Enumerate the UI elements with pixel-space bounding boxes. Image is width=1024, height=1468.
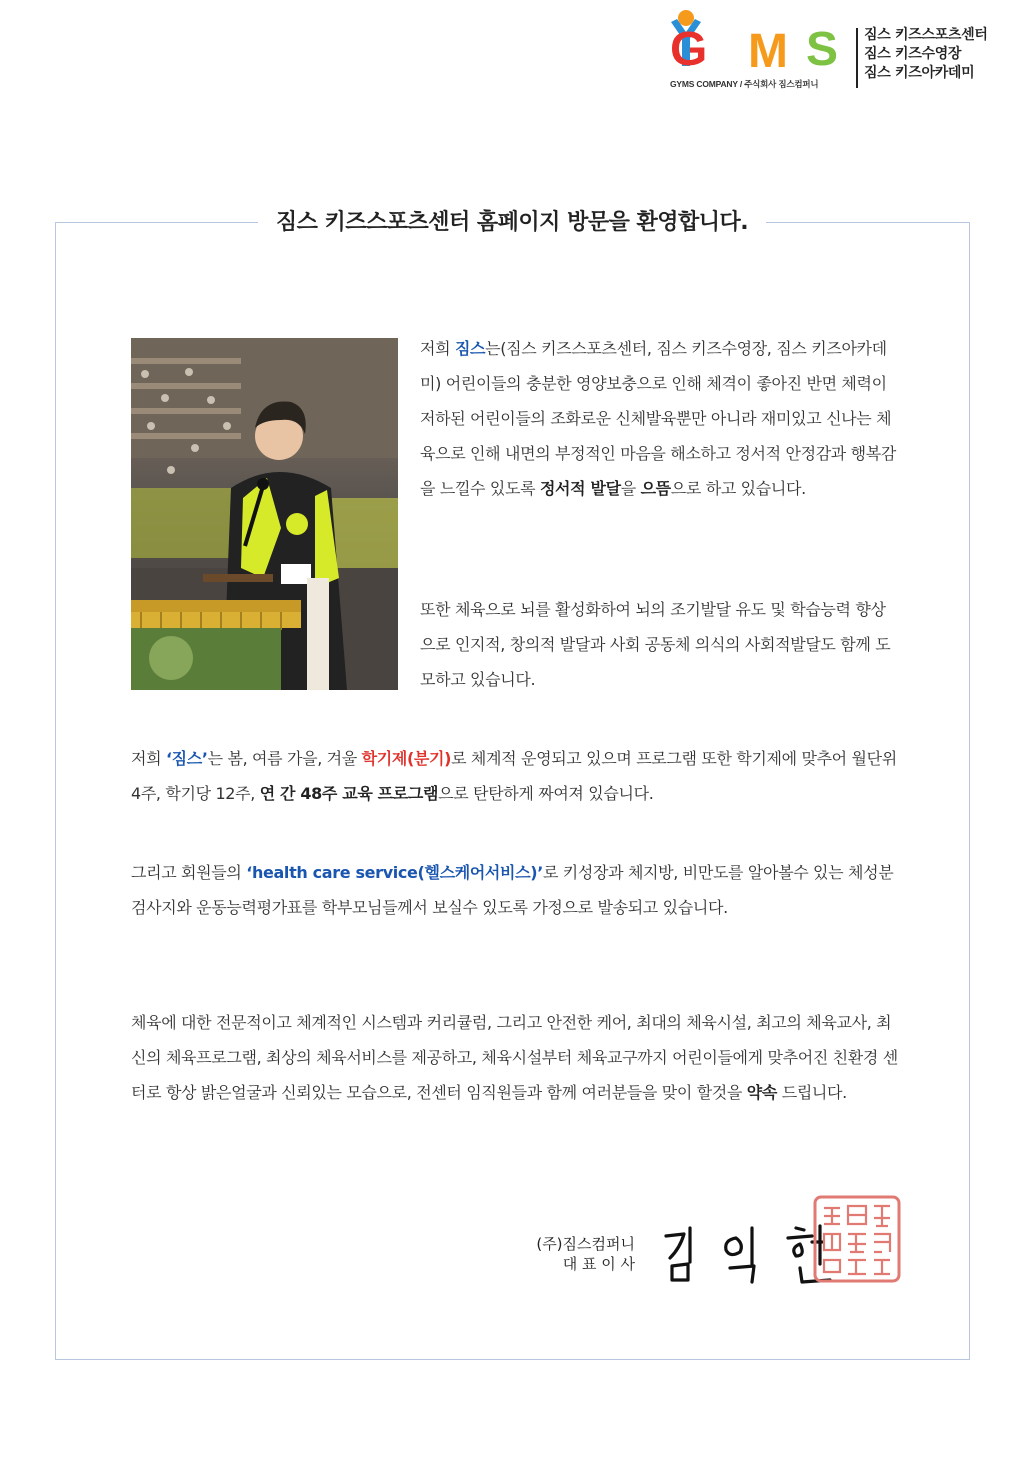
gyms-logo[interactable] — [668, 8, 1024, 98]
intro-text-e: 을 — [620, 479, 641, 498]
semester-bold-program: 연 간 48주 교육 프로그램 — [259, 784, 439, 803]
semester-text-e: 로 체계적 운영되고 있으며 프로그램 또한 학기제에 맞추어 월단위 4주, 학기당 12주, — [131, 749, 897, 803]
semester-brand-highlight: ‘짐스’ — [165, 749, 208, 768]
intro-bold-first: 으뜸 — [640, 479, 671, 498]
logo-center-names — [864, 26, 988, 83]
ceo-speech-photo — [131, 338, 398, 690]
signature-role: 대 표 이 사 — [562, 1255, 635, 1273]
signature-company-block — [505, 1234, 635, 1274]
logo-letter-g: G — [670, 23, 708, 76]
promise-text-c: 드립니다. — [776, 1083, 847, 1102]
intro-paragraph — [420, 331, 898, 506]
logo-divider — [856, 28, 858, 88]
semester-text-g: 으로 탄탄하게 짜여져 있습니다. — [438, 784, 654, 803]
promise-paragraph — [131, 1005, 901, 1110]
logo-wordmark — [668, 8, 854, 78]
health-text-c: 로 키성장과 체지방, 비만도를 알아볼수 있는 체성분검사지와 운동능력평가표를 학부모님들께서 보실수 있도록 가정으로 발송되고 있습니다. — [131, 863, 894, 917]
brain-development-paragraph: 또한 체육으로 뇌를 활성화하여 뇌의 조기발달 유도 및 학습능력 향상으로 인지적, 창의적 발달과 사회 공동체 의식의 사회적발달도 함께 도모하고 있습니다. — [420, 600, 891, 689]
intro-bold-emotional: 정서적 발달 — [539, 479, 621, 498]
logo-letter-m: M — [748, 25, 788, 78]
logo-company-subtitle: GYMS COMPANY / 주식회사 짐스컴퍼니 — [670, 79, 819, 89]
red-seal-stamp — [812, 1194, 902, 1284]
semester-text-a: 저희 — [131, 749, 166, 768]
center-name-swim: 짐스 키즈수영장 — [864, 46, 962, 62]
intro-brand-highlight: 짐스 — [454, 339, 486, 358]
health-care-paragraph — [131, 855, 901, 925]
center-name-academy: 짐스 키즈아카데미 — [864, 65, 975, 81]
logo-letter-s: S — [806, 23, 839, 76]
page-title: 짐스 키즈스포츠센터 홈페이지 방문을 환영합니다. — [258, 207, 766, 239]
promise-bold: 약속 — [746, 1083, 777, 1102]
intro-text-a: 저희 — [420, 339, 455, 358]
semester-paragraph — [131, 741, 901, 811]
signature-company: (주)짐스컴퍼니 — [536, 1235, 635, 1253]
intro-text-g: 으로 하고 있습니다. — [670, 479, 806, 498]
health-care-highlight: ‘health care service(헬스케어서비스)’ — [246, 863, 543, 882]
semester-text-c: 는 봄, 여름 가을, 겨울 — [207, 749, 362, 768]
health-text-a: 그리고 회원들의 — [131, 863, 247, 882]
title-wrap — [0, 207, 1024, 239]
promise-text-a: 체육에 대한 전문적이고 체계적인 시스템과 커리큘럼, 그리고 안전한 케어, 최대의 체육시설, 최고의 체육교사, 최신의 체육프로그램, 최상의 체육서비스를 제공하고, 체육시설부터 체육교구까지 어린이들에게 맞추어진 친환경 센터로 항상 밝은얼굴과 신뢰있는 모습으로, 전센터 임직원들과 함께 여러분들을 맞이 할것을 — [131, 1013, 898, 1102]
intro-text-c: 는(짐스 키즈스포츠센터, 짐스 키즈수영장, 짐스 키즈아카데미) 어린이들의 충분한 영양보충으로 인해 체격이 좋아진 반면 체력이 저하된 어린이들의 조화로운 신체발육뿐만 아니라 재미있고 신나는 체육으로 인해 내면의 부정적인 마음을 해소하고 정서적 안정감과 행복감을 느낄수 있도록 — [420, 339, 896, 498]
semester-red-highlight: 학기제(분기) — [361, 749, 452, 768]
center-name-sports: 짐스 키즈스포츠센터 — [864, 27, 988, 43]
